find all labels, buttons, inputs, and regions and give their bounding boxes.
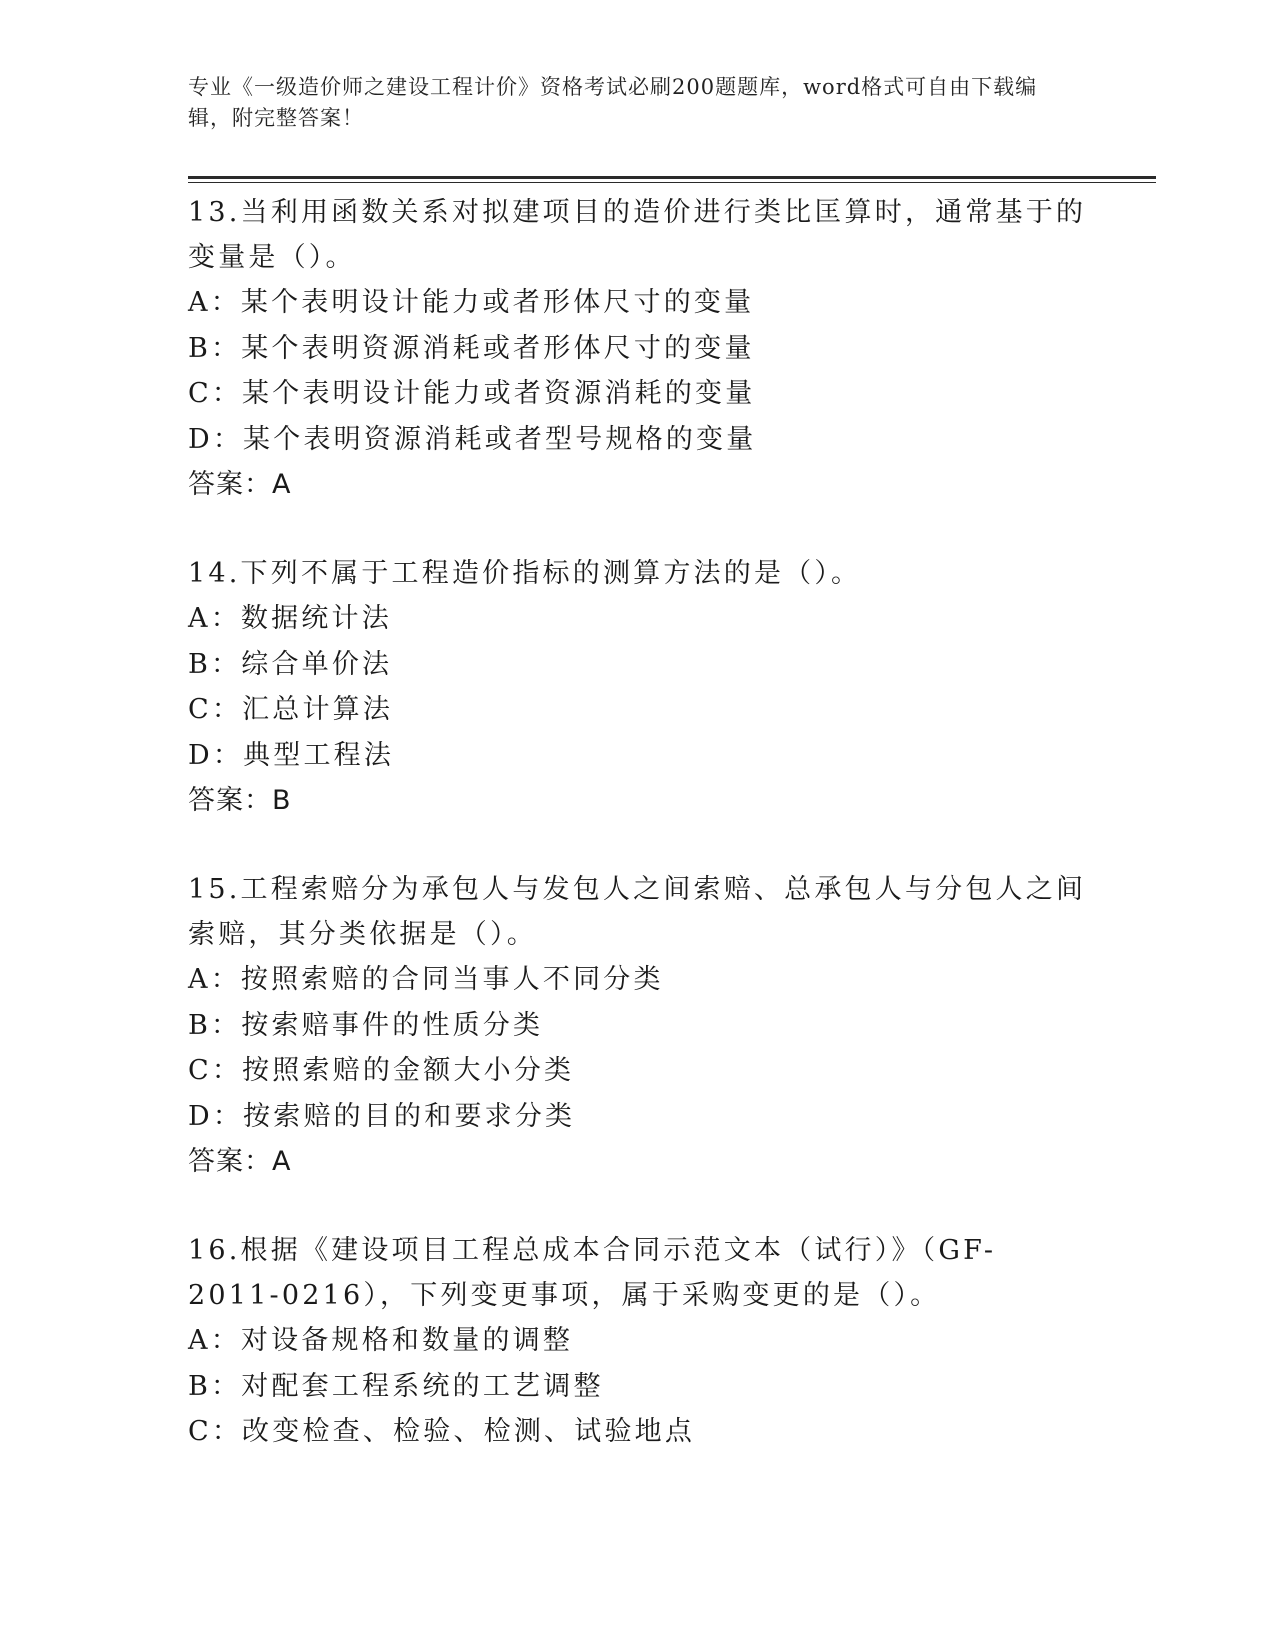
option-c: C：某个表明设计能力或者资源消耗的变量 xyxy=(188,378,756,410)
question-15 xyxy=(188,867,1088,1185)
answer: 答案：B xyxy=(188,785,292,817)
option-b: B：综合单价法 xyxy=(188,648,393,680)
question-list xyxy=(188,190,1088,1498)
question-stem: 13.当利用函数关系对拟建项目的造价进行类比匡算时，通常基于的变量是（）。 xyxy=(188,197,1087,273)
header-rule-thin xyxy=(188,182,1156,183)
option-c: C：改变检查、检验、检测、试验地点 xyxy=(188,1416,696,1448)
option-b: B：某个表明资源消耗或者形体尺寸的变量 xyxy=(188,332,755,364)
question-stem: 15.工程索赔分为承包人与发包人之间索赔、总承包人与分包人之间索赔，其分类依据是（）。 xyxy=(188,873,1087,950)
option-b: B：按索赔事件的性质分类 xyxy=(188,1009,544,1041)
option-a: A：数据统计法 xyxy=(188,602,392,634)
option-a: A：对设备规格和数量的调整 xyxy=(188,1324,574,1356)
option-b: B：对配套工程系统的工艺调整 xyxy=(188,1370,604,1402)
option-a: A：某个表明设计能力或者形体尺寸的变量 xyxy=(188,287,755,318)
option-d: D：按索赔的目的和要求分类 xyxy=(188,1100,576,1132)
option-c: C：按照索赔的金额大小分类 xyxy=(188,1055,575,1087)
answer: 答案：A xyxy=(188,1146,292,1178)
question-16 xyxy=(188,1228,1088,1455)
header-rule-thick xyxy=(188,176,1156,179)
question-13 xyxy=(188,190,1088,508)
option-c: C：汇总计算法 xyxy=(188,694,394,726)
question-stem: 16.根据《建设项目工程总成本合同示范文本（试行）》（GF-2011-0216），下列变更事项，属于采购变更的是（）。 xyxy=(188,1234,997,1311)
question-14 xyxy=(188,551,1088,824)
option-d: D：典型工程法 xyxy=(188,739,395,771)
document-header: 专业《一级造价师之建设工程计价》资格考试必刷200题题库，word格式可自由下载编辑，附完整答案！ xyxy=(188,75,1038,130)
answer: 答案：A xyxy=(188,469,292,501)
question-stem: 14.下列不属于工程造价指标的测算方法的是（）。 xyxy=(188,557,862,589)
option-d: D：某个表明资源消耗或者型号规格的变量 xyxy=(188,423,757,455)
option-a: A：按照索赔的合同当事人不同分类 xyxy=(188,963,664,995)
